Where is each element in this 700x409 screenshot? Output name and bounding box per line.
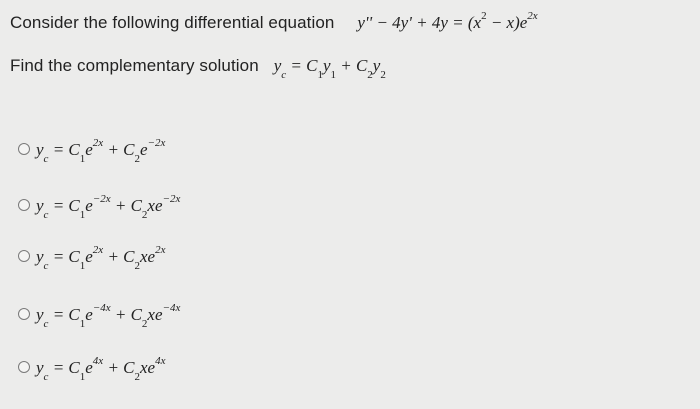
option-c2-subscript: 2 [134,371,140,383]
answer-option-2[interactable] [18,193,181,221]
option-plus-c2: + C [103,247,135,266]
answer-option-1[interactable] [18,137,166,165]
equation-lhs: y'' − 4y' + 4y = [357,13,464,32]
option-term1: e [85,305,93,324]
option-plus-c2: + C [110,305,142,324]
option-yc-subscript: c [43,371,49,383]
option-eq-c1: = C [48,140,80,159]
option-yc: y [36,247,44,266]
option-term2: xe [140,358,156,377]
equation-rhs-e-exp: 2x [527,10,538,22]
option-term1-exponent: 2x [92,137,104,149]
option-plus-c2: + C [103,358,135,377]
equation-rhs-open: (x [467,13,482,32]
option-yc: y [36,305,44,324]
radio-button-icon[interactable] [18,361,30,373]
equation-rhs-rest: − x)e [486,13,528,32]
prompt-line [10,56,386,81]
option-plus-c2: + C [110,196,142,215]
equation-rhs-exp: 2 [481,10,487,22]
option-c1-subscript: 1 [79,318,86,330]
option-c1-subscript: 1 [79,209,86,221]
option-term1: e [85,358,93,377]
option-term2-exponent: −2x [147,137,166,149]
radio-button-icon[interactable] [18,308,30,320]
solution-form [273,56,386,81]
question-intro: Consider the following differential equation [10,13,335,32]
option-c2-subscript: 2 [141,318,148,330]
option-c1-subscript: 1 [79,371,86,383]
option-eq-c1: = C [48,358,80,377]
option-term2-exponent: 2x [155,244,166,256]
answer-option-3[interactable] [18,244,166,272]
option-term2: e [140,140,148,159]
question-line [10,10,538,33]
option-term2-exponent: −2x [162,193,181,205]
option-term2: xe [140,247,156,266]
c2-subscript: 2 [367,69,373,81]
y2-symbol: y [372,56,381,75]
option-yc-subscript: c [43,153,49,165]
answer-option-5[interactable] [18,355,166,383]
question-prompt: Find the complementary solution [10,56,259,75]
option-term2-exponent: −4x [162,302,181,314]
option-c2-subscript: 2 [134,260,140,272]
option-c2-subscript: 2 [134,153,140,165]
option-term1: e [85,247,93,266]
option-term1-exponent: −2x [92,193,111,205]
option-c2-subscript: 2 [141,209,148,221]
y2-subscript: 2 [380,69,386,81]
radio-button-icon[interactable] [18,250,30,262]
c1-subscript: 1 [317,69,323,81]
option-yc-subscript: c [43,318,49,330]
option-term1: e [85,140,93,159]
radio-button-icon[interactable] [18,143,30,155]
option-term1-exponent: 4x [92,355,104,367]
y1-symbol: y [322,56,331,75]
option-yc-subscript: c [43,209,49,221]
option-term1-exponent: 2x [92,244,104,256]
yc-subscript: c [281,69,287,81]
option-c1-subscript: 1 [79,260,86,272]
yc-symbol: y [273,56,282,75]
option-yc: y [36,140,44,159]
option-yc: y [36,358,44,377]
differential-equation [357,10,538,32]
y1-subscript: 1 [330,69,336,81]
eq-c1: = C [286,56,318,75]
option-eq-c1: = C [48,196,80,215]
option-term1: e [85,196,93,215]
option-term2: xe [147,196,163,215]
option-term2: xe [147,305,163,324]
radio-button-icon[interactable] [18,199,30,211]
option-eq-c1: = C [48,247,80,266]
option-yc-subscript: c [43,260,49,272]
option-eq-c1: = C [48,305,80,324]
answer-option-4[interactable] [18,302,181,330]
option-c1-subscript: 1 [79,153,86,165]
option-plus-c2: + C [103,140,135,159]
option-yc: y [36,196,44,215]
plus-c2: + C [335,56,368,75]
option-term2-exponent: 4x [155,355,166,367]
option-term1-exponent: −4x [92,302,111,314]
